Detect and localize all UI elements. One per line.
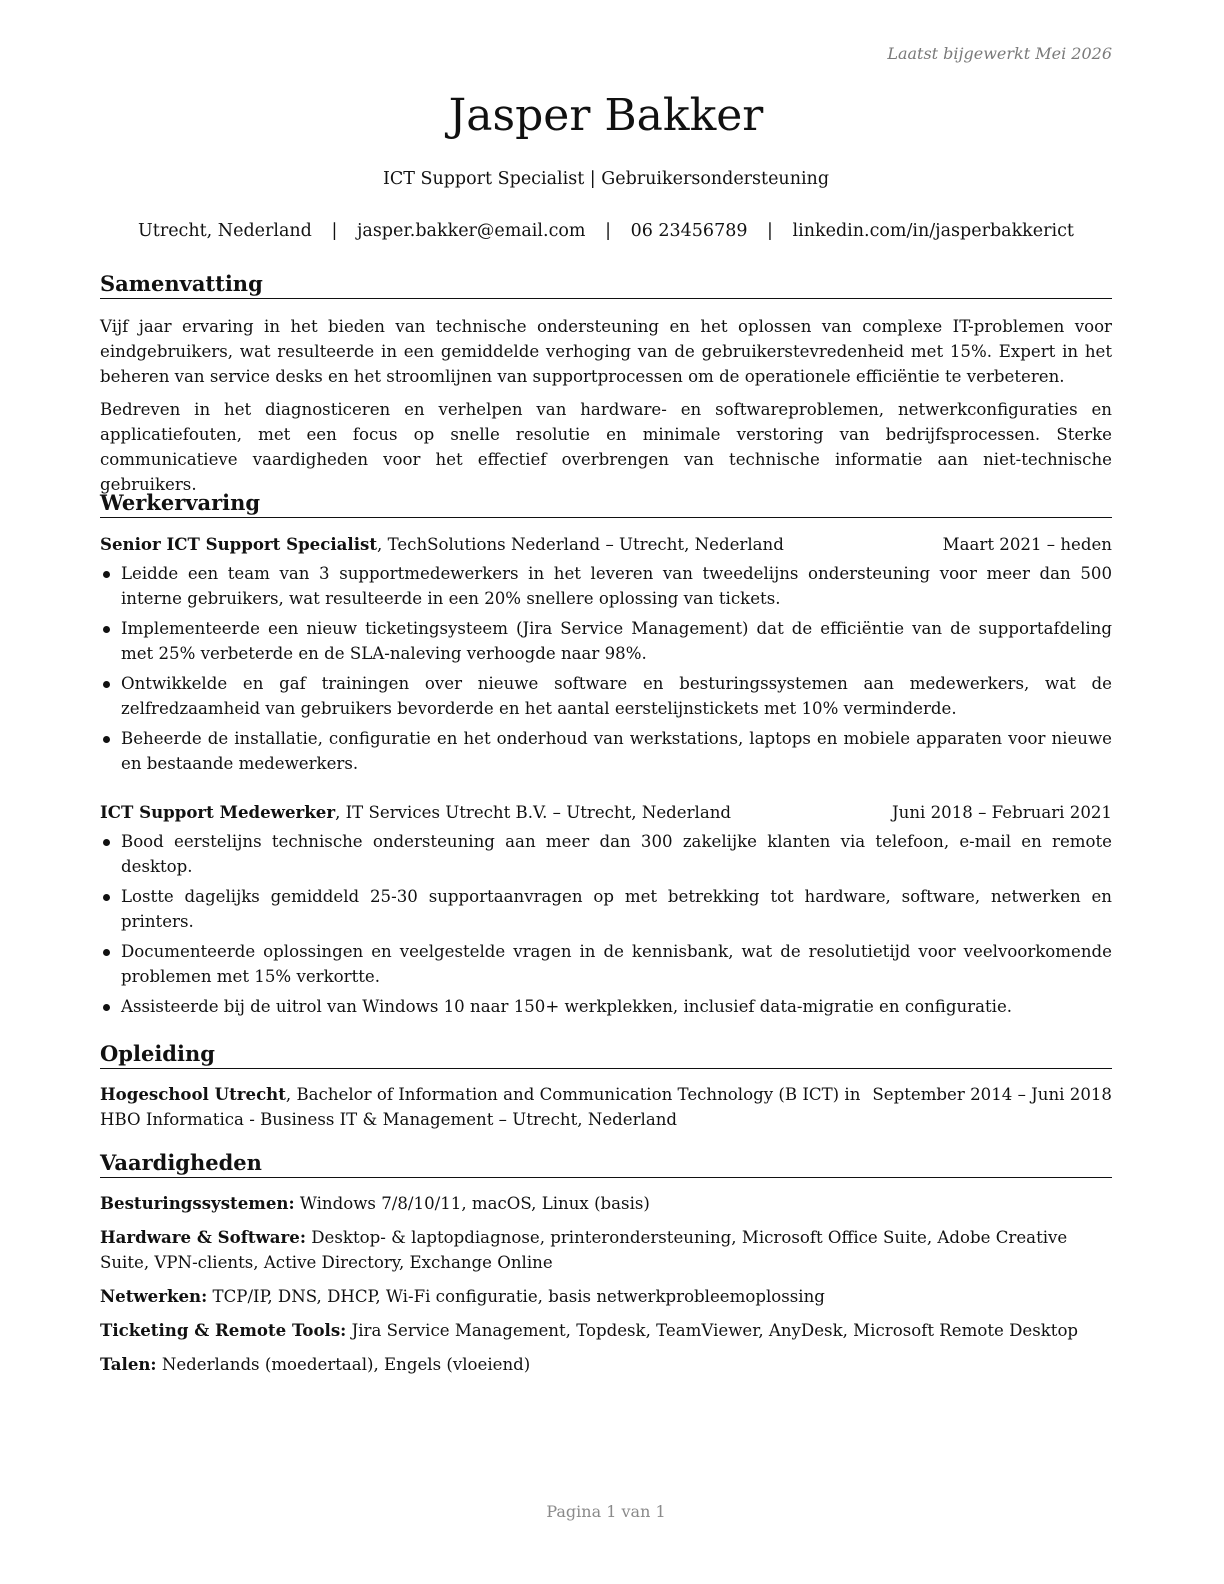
education-row — [100, 1082, 1112, 1132]
skill-value: Windows 7/8/10/11, macOS, Linux (basis) — [294, 1194, 650, 1213]
contact-separator: | — [767, 221, 773, 241]
skill-value: Jira Service Management, Topdesk, TeamViewer, AnyDesk, Microsoft Remote Desktop — [346, 1321, 1079, 1340]
contact-location: Utrecht, Nederland — [138, 221, 312, 241]
list-item: Bood eerstelijns technische ondersteuning aan meer dan 300 zakelijke klanten via telefoon, e-mail en remote desktop. — [100, 829, 1112, 879]
skill-label: Ticketing & Remote Tools: — [100, 1320, 347, 1340]
skill-row — [100, 1225, 1112, 1275]
contact-email[interactable]: jasper.bakker@email.com — [356, 221, 586, 241]
list-item: Lostte dagelijks gemiddeld 25-30 supportaanvragen op met betrekking tot hardware, software, netwerken en printers. — [100, 884, 1112, 934]
candidate-subtitle: ICT Support Specialist | Gebruikersondersteuning — [382, 169, 830, 189]
education-description — [100, 1082, 872, 1132]
job-company: , IT Services Utrecht B.V. – Utrecht, Nederland — [335, 803, 732, 822]
skill-row — [100, 1352, 1112, 1377]
job-role: Senior ICT Support Specialist — [100, 534, 378, 554]
job-bullets — [100, 561, 1112, 776]
contact-separator: | — [605, 221, 611, 241]
contact-line — [100, 219, 1112, 243]
skill-value: Desktop- & laptopdiagnose, printerondersteuning, Microsoft Office Suite, Adobe Creative Suite, VPN-clients, Active Directory, Exchange Online — [100, 1228, 1068, 1272]
list-item: Implementeerde een nieuw ticketingsysteem (Jira Service Management) dat de efficiëntie van de supportafdeling met 25% verbeterde en de SLA-naleving verhoogde naar 98%. — [100, 616, 1112, 666]
list-item: Leidde een team van 3 supportmedewerkers in het leveren van tweedelijns ondersteuning voor meer dan 500 interne gebruikers, wat resulteerde in een 20% snellere oplossing van tickets. — [100, 561, 1112, 611]
job-header — [100, 532, 1112, 557]
job-company: , TechSolutions Nederland – Utrecht, Nederland — [377, 535, 784, 554]
list-item: Ontwikkelde en gaf trainingen over nieuwe software en besturingssystemen aan medewerkers, wat de zelfredzaamheid van gebruikers bevorderde en het aantal eerstelijnstickets met 10% verminderde. — [100, 671, 1112, 721]
section-title-experience: Werkervaring — [100, 489, 1112, 518]
skill-label: Besturingssystemen: — [100, 1193, 295, 1213]
list-item: Documenteerde oplossingen en veelgestelde vragen in de kennisbank, wat de resolutietijd voor veelvoorkomende problemen met 15% verkortte. — [100, 939, 1112, 989]
job-entry — [100, 532, 1112, 781]
last-updated: Laatst bijgewerkt Mei 2026 — [887, 44, 1112, 63]
job-header — [100, 800, 1112, 825]
summary-paragraph: Vijf jaar ervaring in het bieden van technische ondersteuning en het oplossen van complexe IT-problemen voor eindgebruikers, wat resulteerde in een gemiddelde verhoging van de gebruikerstevredenheid met 15%. Expert in het beheren van service desks en het stroomlijnen van supportprocessen om de operationele efficiëntie te verbeteren. — [100, 317, 1112, 386]
job-title-line — [100, 800, 731, 825]
candidate-name: Jasper Bakker — [448, 90, 764, 141]
skill-label: Netwerken: — [100, 1286, 208, 1306]
section-title-skills: Vaardigheden — [100, 1149, 1112, 1178]
skill-value: Nederlands (moedertaal), Engels (vloeiend) — [156, 1355, 531, 1374]
contact-separator: | — [331, 221, 338, 241]
skill-row — [100, 1191, 1112, 1216]
job-role: ICT Support Medewerker — [100, 802, 336, 822]
list-item: Assisteerde bij de uitrol van Windows 10 naar 150+ werkplekken, inclusief data-migratie en configuratie. — [100, 994, 1112, 1019]
list-item: Beheerde de installatie, configuratie en het onderhoud van werkstations, laptops en mobiele apparaten voor nieuwe en bestaande medewerkers. — [100, 726, 1112, 776]
skill-label: Hardware & Software: — [100, 1227, 306, 1247]
skill-value: TCP/IP, DNS, DHCP, Wi-Fi configuratie, basis netwerkprobleemoplossing — [207, 1287, 825, 1306]
skill-label: Talen: — [100, 1354, 157, 1374]
page-footer: Pagina 1 van 1 — [546, 1502, 666, 1521]
section-title-summary: Samenvatting — [100, 270, 1112, 299]
section-title-education: Opleiding — [100, 1040, 1112, 1069]
education-dates: September 2014 – Juni 2018 — [872, 1085, 1112, 1104]
contact-phone[interactable]: 06 23456789 — [630, 221, 748, 241]
job-dates: Juni 2018 – Februari 2021 — [892, 803, 1112, 822]
skills-section — [100, 1191, 1112, 1386]
summary-section — [100, 314, 1112, 497]
education-details: , Bachelor of Information and Communication Technology (B ICT) in HBO Informatica - Business IT & Management – Utrecht, Nederland — [100, 1085, 861, 1129]
job-title-line — [100, 532, 784, 557]
skill-row — [100, 1284, 1112, 1309]
education-school: Hogeschool Utrecht — [100, 1084, 286, 1104]
job-bullets — [100, 829, 1112, 1019]
skill-row — [100, 1318, 1112, 1343]
contact-linkedin[interactable]: linkedin.com/in/jasperbakkerict — [792, 221, 1074, 241]
job-entry — [100, 800, 1112, 1024]
job-dates: Maart 2021 – heden — [942, 535, 1112, 554]
education-entry — [100, 1082, 1112, 1132]
summary-paragraph: Bedreven in het diagnosticeren en verhelpen van hardware- en softwareproblemen, netwerkconfiguraties en applicatiefouten, met een focus op snelle resolutie en minimale verstoring van bedrijfsprocessen. Sterke communicatieve vaardigheden voor het effectief overbrengen van technische informatie aan niet-technische gebruikers. — [100, 400, 1112, 494]
